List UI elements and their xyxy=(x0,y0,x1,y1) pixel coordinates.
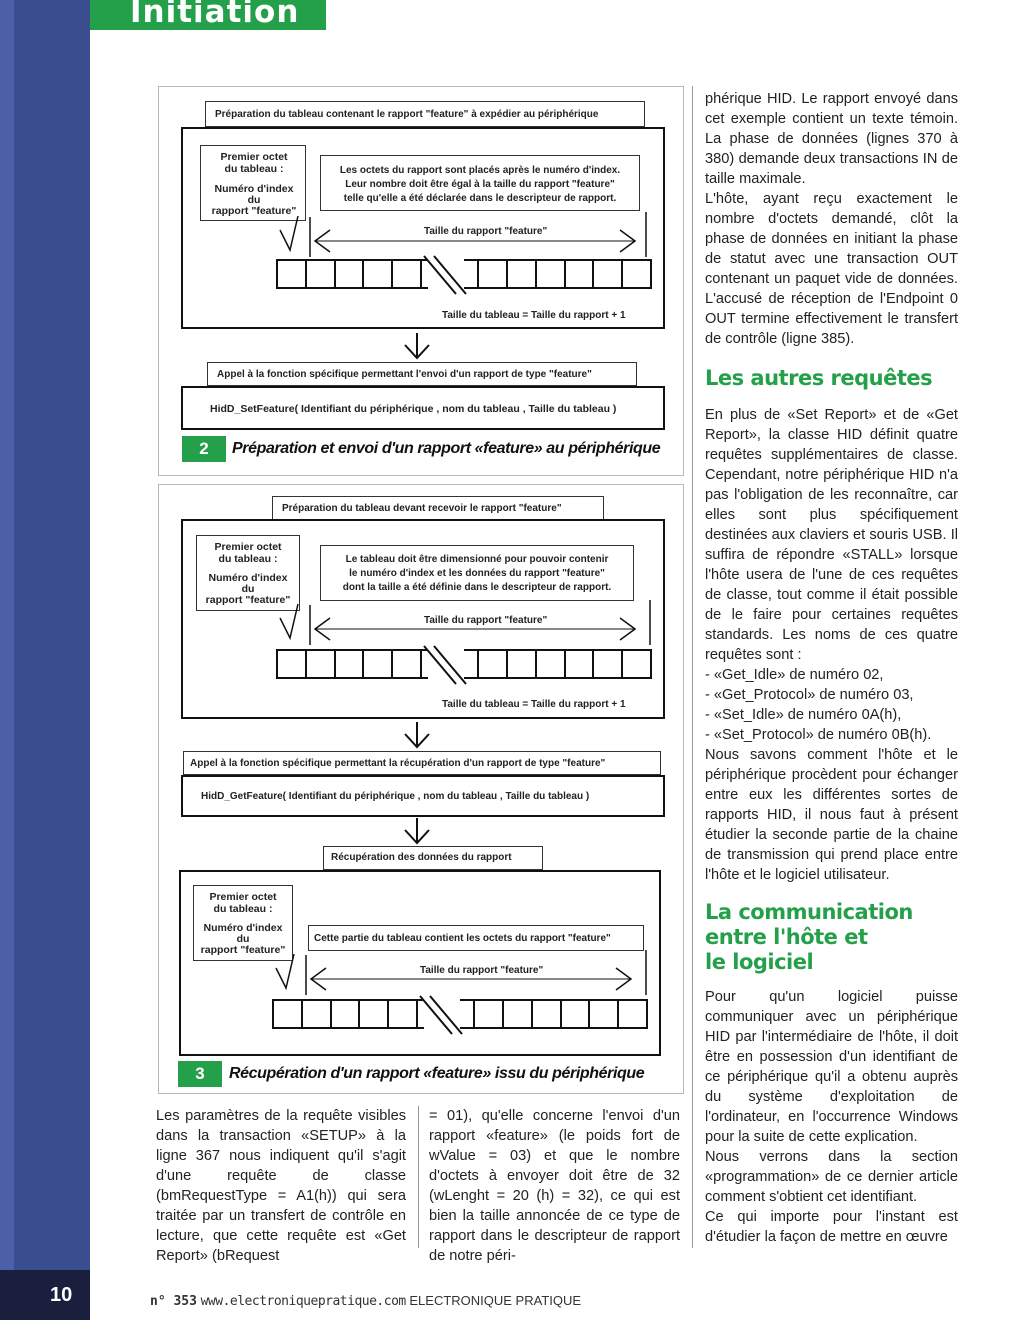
figure-2-number: 2 xyxy=(182,436,226,462)
right-paragraph-5: Pour qu'un logiciel puisse communiquer avec un périphérique HID par l'intermédiaire de l'hôte, il doit être en possession d'un identifiant de ce périphérique qu'il a obtenu auprès du système d'exploitation de l'ordinateur, en l'occurrence Windows pour la suite de cette explication. xyxy=(705,989,958,1145)
figure-3-note-line2: le numéro d'index et les données du rapport "feature" xyxy=(349,568,605,579)
figure-3-number: 3 xyxy=(178,1061,222,1087)
figure-3-index-line1: Numéro d'index xyxy=(208,572,288,584)
figure-2-first-byte-line2: du tableau : xyxy=(224,163,284,175)
page-side-strip-accent xyxy=(0,0,14,1320)
figure-3-down-arrow-2 xyxy=(276,954,294,988)
figure-2-first-byte-line1: Premier octet xyxy=(220,151,288,163)
figure-2-index-line1: Numéro d'index xyxy=(214,183,294,195)
figure-3-first-byte-line1: Premier octet xyxy=(214,541,282,553)
figure-2-first-byte-label xyxy=(204,151,304,175)
figure-3-break-mark-2 xyxy=(414,994,474,1036)
figure-2-call-title: Appel à la fonction spécifique permettant l'envoi d'un rapport de type "feature" xyxy=(217,369,592,380)
right-paragraph-2: L'hôte, ayant reçu exactement le nombre d'octets demandé, clôt la phase de données en initiant la phase de statut avec une transaction OUT contenant un paquet vide de données. L'accusé de réception de l'Endpoint 0 OUT termine effectivement le transfert de contrôle (ligne 385). xyxy=(705,191,958,347)
figure-3-first-byte2-line1: Premier octet xyxy=(209,891,277,903)
figure-3-caption: Récupération d'un rapport «feature» issu du périphérique xyxy=(229,1065,645,1082)
right-paragraph-4: Nous savons comment l'hôte et le périphérique procèdent pour échanger entre eux les différentes sortes de rapports HID, il nous faut à présent étudier la seconde partie de la chaine de transmission qui prend place entre l'hôte et le logiciel utilisateur. xyxy=(705,747,958,883)
right-paragraph-1: phérique HID. Le rapport envoyé dans cet exemple contient un texte témoin. La phase de données (lignes 370 à 380) demande deux transactions IN de taille maximale. xyxy=(705,91,958,187)
right-paragraph-7: Ce qui importe pour l'instant est d'étudier la façon de mettre en œuvre xyxy=(705,1209,958,1245)
middle-column-paragraph: = 01), qu'elle concerne l'envoi d'un rapport «feature» (le poids fort de wValue = 03) et que le nombre d'octets à envoyer doit être de 32 (wLenght = 20 (h) = 32), ce qui est bien la taille annoncée de ce type de rapport dans le descripteur de rapport de notre péri- xyxy=(429,1108,680,1264)
left-column-paragraph: Les paramètres de la requête visibles dans la transaction «SETUP» à la ligne 367 nous indiquent qu'il s'agit d'une requête de classe (bmRequestType = A1(h)) qui sera traitée par un transfert de contrôle en lecture, que cette requête est «Get Report» (bRequest xyxy=(156,1108,406,1264)
figure-3-note xyxy=(322,553,632,595)
figure-2-caption: Préparation et envoi d'un rapport «feature» au périphérique xyxy=(232,440,661,457)
column-divider-2 xyxy=(692,86,693,1248)
figure-2-note xyxy=(322,164,638,206)
figure-3-first-byte-label xyxy=(198,541,298,565)
figure-3-first-byte-line2: du tableau : xyxy=(218,553,278,565)
page-number: 10 xyxy=(50,1284,73,1306)
figure-2-note-line3: telle qu'elle a été déclarée dans le descripteur de rapport. xyxy=(343,193,617,204)
figure-3-flow-arrow-2 xyxy=(402,818,432,846)
request-list-item: - «Set_Protocol» de numéro 0B(h). xyxy=(705,727,932,743)
figure-2-break-mark xyxy=(418,254,478,296)
heading-host-software-line2: entre l'hôte et xyxy=(705,925,868,949)
heading-host-software-line3: le logiciel xyxy=(705,950,814,974)
figure-3-prep-title: Préparation du tableau devant recevoir le rapport "feature" xyxy=(282,503,562,514)
figure-3-array-size: Taille du tableau = Taille du rapport + 1 xyxy=(442,699,626,710)
figure-3-index-line3: rapport "feature" xyxy=(205,594,291,606)
section-title: Initiation xyxy=(130,0,300,30)
figure-3-call: HidD_GetFeature( Identifiant du périphérique , nom du tableau , Taille du tableau ) xyxy=(201,791,590,802)
right-paragraph-6: Nous verrons dans la section «programmation» de ce dernier article comment s'obtient cet identifiant. xyxy=(705,1149,958,1205)
request-list-item: - «Set_Idle» de numéro 0A(h), xyxy=(705,707,902,723)
heading-host-software xyxy=(705,900,958,975)
figure-3-first-byte2-line2: du tableau : xyxy=(213,903,273,915)
figure-3-report-size: Taille du rapport "feature" xyxy=(424,615,548,626)
figure-2-report-size: Taille du rapport "feature" xyxy=(424,226,548,237)
footer-magazine: ELECTRONIQUE PRATIQUE xyxy=(409,1293,582,1308)
right-column-text xyxy=(705,89,958,1247)
figure-3-first-byte2-label xyxy=(193,891,293,915)
heading-other-requests: Les autres requêtes xyxy=(705,366,933,390)
figure-3-report-size2: Taille du rapport "feature" xyxy=(420,965,544,976)
figure-3-call-title: Appel à la fonction spécifique permettant la récupération d'un rapport de type "feature" xyxy=(190,758,606,769)
figure-2-index-line3: rapport "feature" xyxy=(211,205,297,217)
figure-3-index2-line1: Numéro d'index xyxy=(203,922,283,934)
request-list xyxy=(705,665,958,745)
footer-issue: n° 353 xyxy=(150,1294,197,1309)
figure-3-break-mark xyxy=(418,644,478,686)
left-column-text xyxy=(156,1106,406,1266)
request-list-item: - «Get_Idle» de numéro 02, xyxy=(705,667,884,683)
figure-3-recovery-title: Récupération des données du rapport xyxy=(331,852,512,863)
right-paragraph-3: En plus de «Set Report» et de «Get Report», la classe HID définit quatre requêtes supplémentaires de classe. Cependant, notre périphérique HID n'a pas l'obligation de les reconnaître, car elles sont plus spécifiquement destinées aux claviers et souris USB. Il suffira de répondre «STALL» lorsque l'hôte usera de l'une de ces requêtes de classe, tout comme il était possible de le faire pour certaines requêtes standards. Les noms de ces quatre requêtes sont : xyxy=(705,407,958,663)
figure-2-note-line1: Les octets du rapport sont placés après le numéro d'index. xyxy=(339,165,621,176)
figure-3-index-line2: du xyxy=(241,583,255,595)
page-footer xyxy=(150,1293,581,1309)
page-number-box xyxy=(0,1270,90,1320)
figure-2-array-size: Taille du tableau = Taille du rapport + 1 xyxy=(442,310,626,321)
heading-host-software-line1: La communication xyxy=(705,900,913,924)
figure-3-note2: Cette partie du tableau contient les octets du rapport "feature" xyxy=(314,933,611,944)
figure-3-index2-line3: rapport "feature" xyxy=(200,944,286,956)
request-list-item: - «Get_Protocol» de numéro 03, xyxy=(705,687,914,703)
figure-3-note-line1: Le tableau doit être dimensionné pour pouvoir contenir xyxy=(345,554,609,565)
figure-2-index-line2: du xyxy=(247,194,261,206)
figure-2-down-arrow xyxy=(280,216,298,250)
figure-2-flow-arrow-1 xyxy=(402,333,432,361)
figure-2-note-line2: Leur nombre doit être égal à la taille du rapport "feature" xyxy=(345,179,615,190)
figure-3-note-line3: dont la taille a été définie dans le descripteur de rapport. xyxy=(342,582,612,593)
middle-column-text xyxy=(429,1106,680,1266)
figure-3-flow-arrow-1 xyxy=(402,722,432,750)
figure-3-index2-line2: du xyxy=(236,933,250,945)
figure-2-prep-title: Préparation du tableau contenant le rapport "feature" à expédier au périphérique xyxy=(215,109,599,120)
figure-2-call: HidD_SetFeature( Identifiant du périphérique , nom du tableau , Taille du tableau ) xyxy=(210,403,617,415)
figure-3-down-arrow xyxy=(280,604,298,638)
column-divider-1 xyxy=(418,1106,419,1248)
footer-url: www.electroniquepratique.com xyxy=(200,1294,406,1309)
